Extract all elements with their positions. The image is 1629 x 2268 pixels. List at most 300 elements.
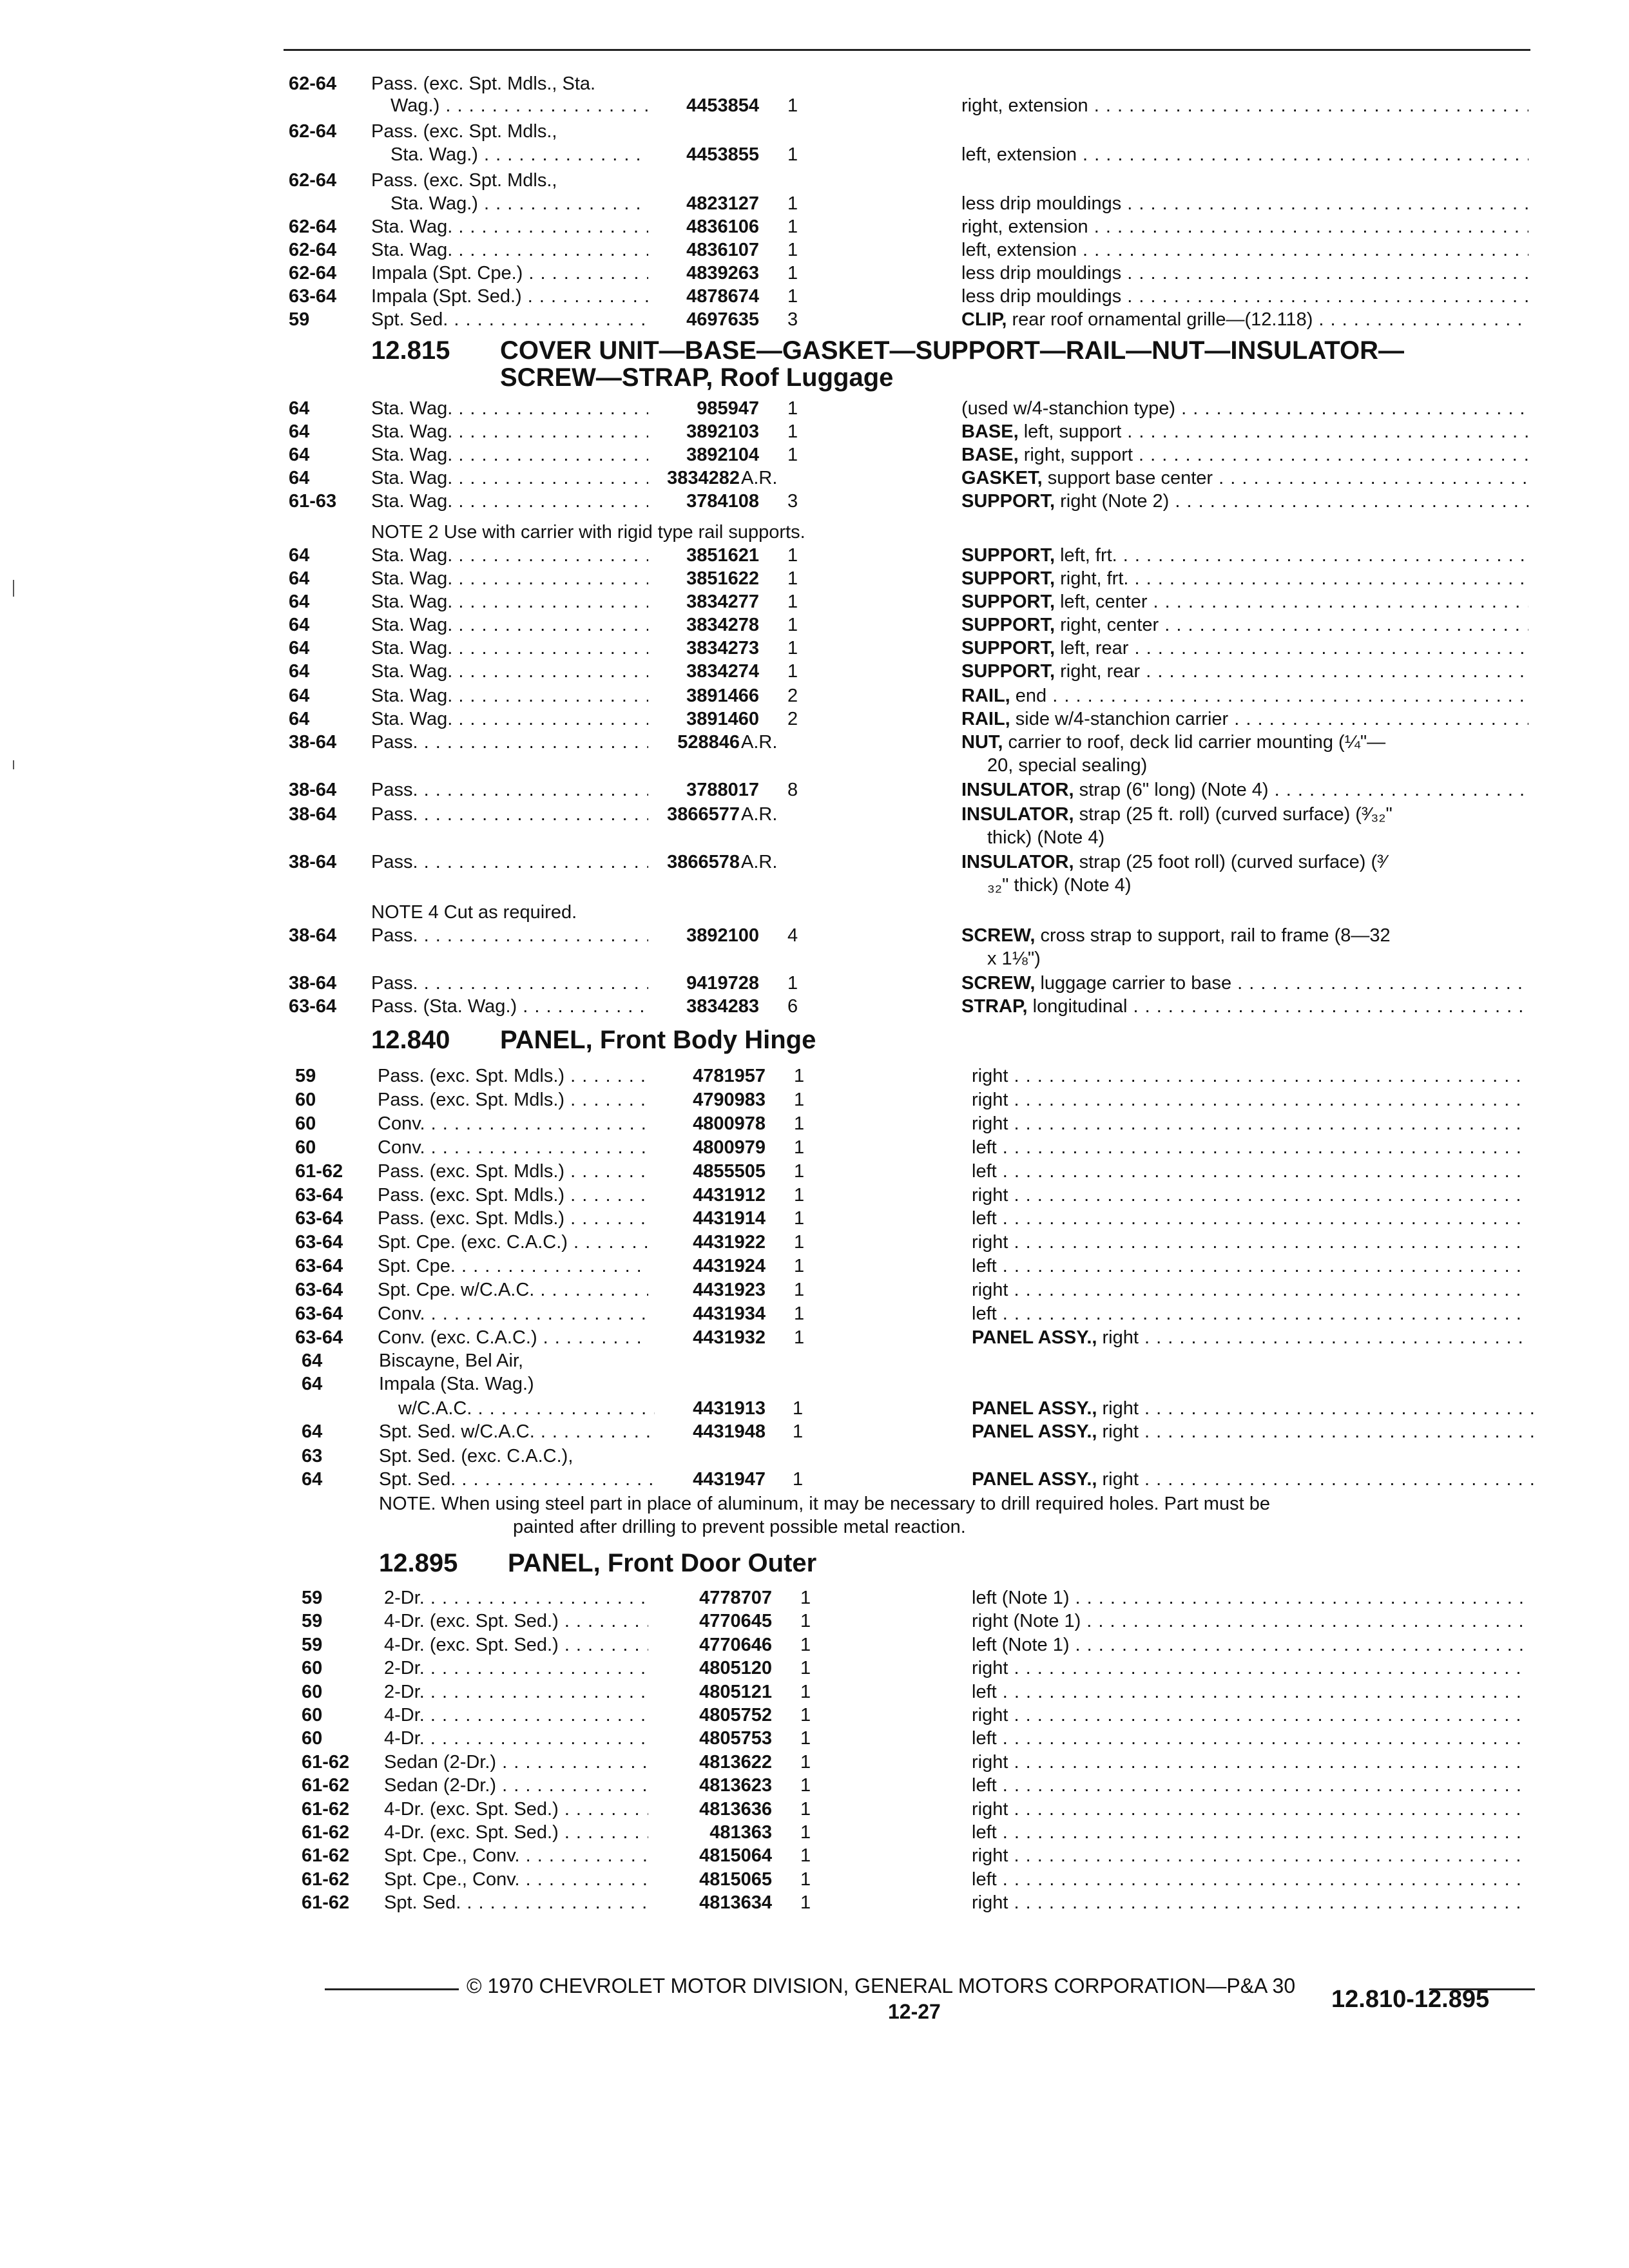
- quantity-cell: A.R.: [741, 468, 778, 488]
- description-text: right, center: [1055, 615, 1159, 635]
- part-name: SUPPORT,: [961, 591, 1055, 612]
- part-name: INSULATOR,: [961, 804, 1074, 825]
- description-cell: less drip mouldings . . .: [961, 262, 1528, 285]
- quantity-cell: 1: [787, 216, 798, 237]
- description-cell: [972, 1302, 1528, 1325]
- table-row: [0, 1751, 1629, 1774]
- part-name: SUPPORT,: [961, 615, 1055, 635]
- part-name: STRAP,: [961, 996, 1028, 1017]
- quantity-cell: 1: [794, 1066, 805, 1086]
- quantity-cell: 1: [787, 421, 798, 442]
- table-row: [0, 120, 1629, 143]
- part-number-cell: 4823127: [686, 193, 759, 214]
- description-cell: [972, 1231, 1528, 1254]
- year-cell: 63-64: [295, 1232, 343, 1253]
- year-cell: 60: [295, 1090, 316, 1110]
- model-cell: 2-Dr. . . .: [384, 1680, 648, 1704]
- table-row: [0, 285, 1629, 308]
- quantity-cell: 1: [787, 240, 798, 260]
- description-cell: [972, 1821, 1528, 1844]
- model-cell: Pass. (exc. Spt. Mdls.) . . .: [378, 1088, 648, 1111]
- description-text: right: [1097, 1469, 1139, 1490]
- quantity-cell: 1: [794, 1161, 805, 1182]
- description-text: right: [1097, 1421, 1139, 1442]
- part-number-cell: 4800979: [693, 1137, 766, 1158]
- table-row: [0, 1727, 1629, 1750]
- year-cell: 62-64: [289, 240, 337, 260]
- model-cell: Pass. . . .: [371, 850, 648, 874]
- quantity-cell: 1: [787, 398, 798, 419]
- table-row: [0, 684, 1629, 707]
- model-cell: Spt. Cpe. w/C.A.C. . . .: [378, 1278, 648, 1302]
- year-cell: 62-64: [289, 73, 337, 94]
- table-row: [0, 1868, 1629, 1891]
- description-continued: ₃₂" thick) (Note 4): [987, 875, 1132, 896]
- quantity-cell: 1: [793, 1421, 804, 1442]
- quantity-cell: 1: [800, 1799, 811, 1820]
- part-name: PANEL ASSY.,: [972, 1327, 1097, 1348]
- model-cell: Sta. Wag. . . .: [371, 660, 648, 683]
- description-cell: [961, 308, 1528, 331]
- part-number-cell: 3892103: [686, 421, 759, 442]
- table-row: [0, 397, 1629, 420]
- page-number: 12-27: [888, 2000, 941, 2023]
- part-name: CLIP,: [961, 309, 1007, 330]
- quantity-cell: 3: [787, 309, 798, 330]
- description-cell: [961, 637, 1528, 660]
- year-cell: 63-64: [295, 1327, 343, 1348]
- description-text: right: [972, 1113, 1008, 1134]
- top-rule: [284, 49, 1530, 51]
- quantity-cell: 1: [794, 1327, 805, 1348]
- quantity-cell: 1: [800, 1892, 811, 1913]
- description-cell: [961, 567, 1528, 590]
- part-number-cell: 4813622: [699, 1752, 772, 1773]
- description-text: left: [972, 1682, 997, 1702]
- part-number-cell: 4431913: [693, 1398, 766, 1419]
- model-cell: 2-Dr. . . .: [384, 1657, 648, 1680]
- part-number-cell: 3834277: [686, 591, 759, 612]
- year-cell: 63-64: [295, 1256, 343, 1276]
- year-cell: 61-62: [302, 1845, 350, 1866]
- part-number-cell: 4770645: [699, 1611, 772, 1631]
- quantity-cell: 1: [787, 615, 798, 635]
- description-text: left: [972, 1303, 997, 1324]
- description-cell: less drip mouldings . . .: [961, 192, 1528, 215]
- table-row: [0, 490, 1629, 513]
- part-number-cell: 4790983: [693, 1090, 766, 1110]
- description-cell: [972, 1160, 1528, 1183]
- section-title: COVER UNIT—BASE—GASKET—SUPPORT—RAIL—NUT—INSULATOR—: [500, 336, 1405, 365]
- quantity-cell: 1: [787, 661, 798, 682]
- description-cell: [972, 1586, 1528, 1610]
- quantity-cell: 1: [800, 1845, 811, 1866]
- quantity-cell: 1: [794, 1113, 805, 1134]
- model-cell: Spt. Sed. . . .: [384, 1891, 648, 1914]
- description-cell: [972, 1112, 1528, 1135]
- year-cell: 59: [302, 1635, 323, 1655]
- part-number-cell: 4431922: [693, 1232, 766, 1253]
- year-cell: 63: [302, 1446, 323, 1466]
- part-name: INSULATOR,: [961, 780, 1074, 800]
- part-name: SCREW,: [961, 925, 1036, 946]
- note-4: NOTE 4 Cut as required.: [371, 902, 577, 923]
- table-row: [0, 1657, 1629, 1680]
- description-cell: [961, 972, 1528, 995]
- model-cell: Spt. Sed. (exc. C.A.C.),: [379, 1446, 574, 1466]
- part-number-cell: 4770646: [699, 1635, 772, 1655]
- year-cell: 59: [289, 309, 310, 330]
- part-number-cell: 3834273: [686, 638, 759, 658]
- table-row: [0, 1160, 1629, 1183]
- table-row: [0, 308, 1629, 331]
- model-cell: Spt. Sed. . . .: [371, 308, 648, 331]
- description-text: right: [972, 1799, 1008, 1820]
- description-continued: 20, special sealing): [987, 755, 1148, 776]
- quantity-cell: 1: [800, 1869, 811, 1890]
- table-row: [0, 1610, 1629, 1633]
- year-cell: 61-62: [302, 1775, 350, 1796]
- model-cell: Sta. Wag. . . .: [371, 466, 648, 490]
- description-text: left: [972, 1869, 997, 1890]
- description-text: right: [972, 1705, 1008, 1725]
- year-cell: 60: [302, 1705, 323, 1725]
- model-cell: Spt. Sed. w/C.A.C. . . .: [379, 1420, 655, 1443]
- description-cell: less drip mouldings . . .: [961, 285, 1528, 308]
- model-cell: Pass. (exc. Spt. Mdls.) . . .: [378, 1064, 648, 1088]
- part-number-cell: 4815065: [699, 1869, 772, 1890]
- part-number-cell: 3784108: [686, 491, 759, 512]
- year-cell: 59: [302, 1611, 323, 1631]
- description-text: strap (6" long) (Note 4): [1074, 780, 1269, 800]
- description-text: left: [972, 1161, 997, 1182]
- year-cell: 64: [289, 709, 310, 729]
- description-text: end: [1010, 686, 1047, 706]
- description-text: right: [972, 1658, 1008, 1678]
- year-cell: 64: [289, 468, 310, 488]
- description-text: left, center: [1055, 591, 1148, 612]
- table-row: [0, 1184, 1629, 1207]
- description-text: left: [972, 1822, 997, 1843]
- description-continued: x 1⅛"): [987, 948, 1041, 969]
- description-cell: [972, 1278, 1528, 1302]
- table-row: [0, 544, 1629, 567]
- description-text: right: [972, 1066, 1008, 1086]
- part-name: SUPPORT,: [961, 545, 1055, 566]
- year-cell: 64: [302, 1421, 323, 1442]
- description-text: right: [972, 1892, 1008, 1913]
- year-cell: 64: [289, 686, 310, 706]
- description-text: left: [972, 1775, 997, 1796]
- part-number-cell: 3788017: [686, 780, 759, 800]
- part-number-cell: 481363: [709, 1822, 772, 1843]
- section-title: PANEL, Front Door Outer: [508, 1549, 817, 1577]
- part-number-cell: 3866578: [667, 852, 740, 872]
- table-row: [0, 995, 1629, 1018]
- quantity-cell: 1: [787, 591, 798, 612]
- description-cell: [972, 1751, 1528, 1774]
- description-text: rear roof ornamental grille—(12.118): [1007, 309, 1313, 330]
- model-cell: Sta. Wag.) . . .: [390, 192, 648, 215]
- part-number-cell: 4805121: [699, 1682, 772, 1702]
- model-cell: Sta. Wag. . . .: [371, 490, 648, 513]
- model-cell: Pass. . . .: [371, 778, 648, 802]
- description-cell: [972, 1891, 1528, 1914]
- model-cell: 4-Dr. . . .: [384, 1704, 648, 1727]
- part-number-cell: 528846: [677, 732, 740, 753]
- part-name: PANEL ASSY.,: [972, 1398, 1097, 1419]
- description-cell: [961, 613, 1528, 637]
- model-cell: Impala (Spt. Sed.) . . .: [371, 285, 648, 308]
- section-title: SCREW—STRAP, Roof Luggage: [500, 363, 894, 392]
- part-number-cell: 4431923: [693, 1280, 766, 1300]
- year-cell: 61-62: [302, 1869, 350, 1890]
- description-text: right: [972, 1232, 1008, 1253]
- part-number-cell: 4839263: [686, 263, 759, 284]
- section-number: 12.895: [379, 1549, 458, 1577]
- part-number-cell: 4431934: [693, 1303, 766, 1324]
- year-cell: 61-63: [289, 491, 337, 512]
- table-row: [0, 1302, 1629, 1325]
- table-row: [0, 143, 1629, 166]
- model-cell: Pass. . . .: [371, 803, 648, 826]
- quantity-cell: 1: [800, 1658, 811, 1678]
- year-cell: 60: [295, 1113, 316, 1134]
- table-row: [0, 215, 1629, 238]
- description-cell: [972, 1207, 1528, 1230]
- part-number-cell: 4431914: [693, 1208, 766, 1229]
- section-range: 12.810-12.895: [1331, 1986, 1490, 2013]
- quantity-cell: 1: [794, 1232, 805, 1253]
- description-text: right: [1097, 1398, 1139, 1419]
- year-cell: 63-64: [295, 1185, 343, 1206]
- part-number-cell: 4878674: [686, 286, 759, 307]
- description-cell: [972, 1468, 1539, 1491]
- year-cell: 64: [289, 591, 310, 612]
- description-cell: [961, 684, 1528, 707]
- part-number-cell: 4800978: [693, 1113, 766, 1134]
- description-text: longitudinal: [1027, 996, 1128, 1017]
- model-cell: Pass. . . .: [371, 972, 648, 995]
- section-number: 12.840: [371, 1026, 450, 1054]
- table-row: [0, 1397, 1629, 1420]
- description-cell: [972, 1326, 1528, 1349]
- quantity-cell: 1: [800, 1728, 811, 1749]
- section-heading-12-895: [379, 1549, 816, 1577]
- description-text: right: [972, 1752, 1008, 1773]
- quantity-cell: 1: [800, 1705, 811, 1725]
- part-number-cell: 4805753: [699, 1728, 772, 1749]
- quantity-cell: 1: [787, 545, 798, 566]
- model-cell: Pass. (exc. Spt. Mdls.) . . .: [378, 1207, 648, 1230]
- quantity-cell: 1: [793, 1469, 804, 1490]
- table-row: [0, 1420, 1629, 1443]
- part-number-cell: 9419728: [686, 973, 759, 994]
- part-number-cell: 4836107: [686, 240, 759, 260]
- table-row: [0, 1891, 1629, 1914]
- year-cell: 61-62: [302, 1892, 350, 1913]
- model-cell: Sta. Wag. . . .: [371, 544, 648, 567]
- part-number-cell: 3834274: [686, 661, 759, 682]
- year-cell: 61-62: [302, 1752, 350, 1773]
- quantity-cell: 1: [787, 193, 798, 214]
- model-cell: Sta. Wag. . . .: [371, 397, 648, 420]
- model-cell: Pass. (exc. Spt. Mdls.) . . .: [378, 1160, 648, 1183]
- year-cell: 38-64: [289, 973, 337, 994]
- quantity-cell: A.R.: [741, 804, 778, 825]
- part-number-cell: 4778707: [699, 1588, 772, 1608]
- model-cell: Sedan (2-Dr.) . . .: [384, 1751, 648, 1774]
- year-cell: 62-64: [289, 170, 337, 191]
- description-text: right: [972, 1090, 1008, 1110]
- quantity-cell: 1: [787, 568, 798, 589]
- note-steel-part: NOTE. When using steel part in place of aluminum, it may be necessary to drill required holes. Part must be: [379, 1494, 1270, 1514]
- description-text: side w/4-stanchion carrier: [1010, 709, 1229, 729]
- table-row: [0, 1349, 1629, 1372]
- description-text: left: [972, 1728, 997, 1749]
- quantity-cell: 1: [787, 445, 798, 465]
- section-heading-12-815: [371, 336, 1404, 365]
- description-cell: [961, 466, 1528, 490]
- part-number-cell: 4781957: [693, 1066, 766, 1086]
- model-cell: Pass. . . .: [371, 731, 648, 754]
- description-cell: [961, 850, 1528, 874]
- quantity-cell: 1: [787, 286, 798, 307]
- table-row: [0, 169, 1629, 192]
- part-number-cell: 4431924: [693, 1256, 766, 1276]
- part-number-cell: 4836106: [686, 216, 759, 237]
- quantity-cell: 1: [800, 1682, 811, 1702]
- part-name: SCREW,: [961, 973, 1036, 994]
- table-row: [0, 707, 1629, 731]
- part-number-cell: 3891460: [686, 709, 759, 729]
- quantity-cell: 8: [787, 780, 798, 800]
- description-text: cross strap to support, rail to frame (8—32: [1035, 925, 1391, 946]
- model-cell: 4-Dr. . . .: [384, 1727, 648, 1750]
- part-number-cell: 4431947: [693, 1469, 766, 1490]
- quantity-cell: 1: [800, 1611, 811, 1631]
- description-cell: [972, 1680, 1528, 1704]
- part-number-cell: 3866577: [667, 804, 740, 825]
- table-row: [0, 1445, 1629, 1468]
- description-cell: [961, 995, 1528, 1018]
- description-text: right: [972, 1280, 1008, 1300]
- model-cell: Conv. . . .: [378, 1112, 648, 1135]
- model-cell: Sta. Wag. . . .: [371, 238, 648, 262]
- table-row: [0, 1844, 1629, 1867]
- model-cell: Sta. Wag. . . .: [371, 420, 648, 443]
- part-number-cell: 3834282: [667, 468, 740, 488]
- table-row: [0, 1468, 1629, 1491]
- description-cell: right, extension . . .: [961, 94, 1528, 117]
- table-row: [0, 972, 1629, 995]
- section-title: PANEL, Front Body Hinge: [500, 1026, 816, 1054]
- year-cell: 63-64: [289, 286, 337, 307]
- description-cell: [972, 1798, 1528, 1821]
- part-name: SUPPORT,: [961, 568, 1055, 589]
- table-row: [0, 1326, 1629, 1349]
- table-row: [0, 1633, 1629, 1657]
- table-row: [0, 1372, 1629, 1396]
- quantity-cell: 1: [800, 1822, 811, 1843]
- description-continued: thick) (Note 4): [987, 827, 1105, 848]
- description-cell: [961, 707, 1528, 731]
- year-cell: 62-64: [289, 121, 337, 142]
- table-row: [0, 567, 1629, 590]
- model-cell: Sta. Wag. . . .: [371, 707, 648, 731]
- table-row: [0, 1231, 1629, 1254]
- description-cell: [972, 1397, 1539, 1420]
- description-cell: [961, 731, 1528, 754]
- description-text: left, support: [1018, 421, 1122, 442]
- part-number-cell: 4813636: [699, 1799, 772, 1820]
- year-cell: 61-62: [302, 1822, 350, 1843]
- year-cell: 38-64: [289, 732, 337, 753]
- quantity-cell: 1: [787, 144, 798, 165]
- description-cell: [972, 1657, 1528, 1680]
- model-cell: Pass. (exc. Spt. Mdls.) . . .: [378, 1184, 648, 1207]
- model-cell: 4-Dr. (exc. Spt. Sed.) . . .: [384, 1610, 648, 1633]
- table-row: [0, 1064, 1629, 1088]
- quantity-cell: 1: [794, 1256, 805, 1276]
- table-row: [0, 924, 1629, 947]
- year-cell: 60: [295, 1137, 316, 1158]
- description-cell: [972, 1420, 1539, 1443]
- quantity-cell: 1: [794, 1137, 805, 1158]
- description-cell: [972, 1774, 1528, 1797]
- quantity-cell: 2: [787, 686, 798, 706]
- model-cell: Pass. (exc. Spt. Mdls.,: [371, 170, 557, 191]
- table-row: [0, 1586, 1629, 1610]
- model-cell: Spt. Cpe. (exc. C.A.C.) . . .: [378, 1231, 648, 1254]
- table-row: [0, 1821, 1629, 1844]
- part-name: RAIL,: [961, 686, 1010, 706]
- part-number-cell: 3851622: [686, 568, 759, 589]
- year-cell: 63-64: [295, 1280, 343, 1300]
- quantity-cell: A.R.: [741, 852, 778, 872]
- quantity-cell: 3: [787, 491, 798, 512]
- model-cell: 4-Dr. (exc. Spt. Sed.) . . .: [384, 1798, 648, 1821]
- year-cell: 63-64: [295, 1303, 343, 1324]
- table-row: [0, 613, 1629, 637]
- description-text: carrier to roof, deck lid carrier mounting (¼"—: [1003, 732, 1386, 753]
- description-cell: [972, 1633, 1528, 1657]
- table-row: [0, 443, 1629, 466]
- section-heading-continued: [500, 363, 893, 392]
- model-cell: Sta. Wag. . . .: [371, 684, 648, 707]
- part-number-cell: 4855505: [693, 1161, 766, 1182]
- year-cell: 61-62: [295, 1161, 343, 1182]
- year-cell: 64: [289, 661, 310, 682]
- table-row: [0, 1254, 1629, 1278]
- quantity-cell: 6: [787, 996, 798, 1017]
- year-cell: 62-64: [289, 216, 337, 237]
- model-cell: Conv. . . .: [378, 1136, 648, 1159]
- description-cell: [961, 420, 1528, 443]
- model-cell: Sta. Wag. . . .: [371, 215, 648, 238]
- description-text: left: [972, 1137, 997, 1158]
- description-text: right: [972, 1845, 1008, 1866]
- description-cell: [972, 1727, 1528, 1750]
- table-row: [0, 778, 1629, 802]
- quantity-cell: 1: [787, 263, 798, 284]
- model-cell: 4-Dr. (exc. Spt. Sed.) . . .: [384, 1821, 648, 1844]
- model-cell: Conv. (exc. C.A.C.) . . .: [378, 1326, 648, 1349]
- quantity-cell: 1: [794, 1280, 805, 1300]
- model-cell: Biscayne, Bel Air,: [379, 1350, 524, 1371]
- model-cell: Pass. (exc. Spt. Mdls., Sta.: [371, 73, 596, 94]
- year-cell: 62-64: [289, 263, 337, 284]
